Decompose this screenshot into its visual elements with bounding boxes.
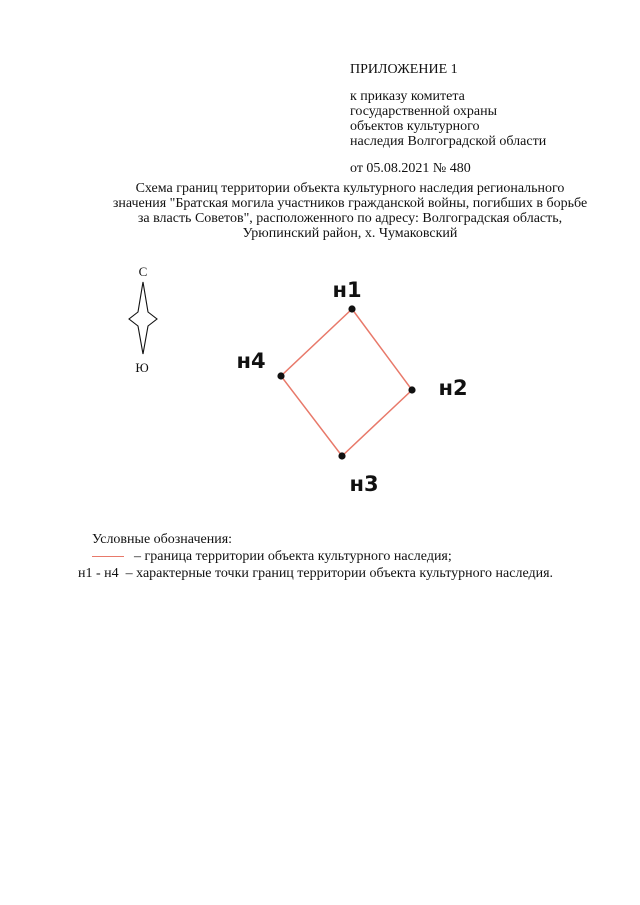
point-label-n1: н1	[332, 278, 362, 302]
legend-points-range: н1 - н4	[78, 566, 119, 581]
compass-icon	[129, 264, 157, 375]
legend-points-text: – характерные точки границ территории объекта культурного наследия.	[125, 566, 554, 581]
appendix-block	[350, 62, 546, 176]
legend-boundary-text: – граница территории объекта культурного наследия;	[134, 549, 452, 564]
order-line: государственной охраны	[350, 104, 498, 119]
order-line: объектов культурного	[350, 119, 480, 134]
point-label-n3: н3	[349, 472, 379, 496]
compass-north-label: С	[138, 264, 148, 279]
heading-line: значения "Братская могила участников гражданской войны, погибших в борьбе	[112, 196, 588, 211]
compass-needle	[129, 282, 157, 354]
order-date-number: от 05.08.2021 № 480	[350, 161, 471, 176]
point-marker-n3	[338, 452, 345, 459]
legend-boundary-row	[92, 548, 553, 565]
heading-line: за власть Советов", расположенного по адресу: Волгоградская область,	[137, 211, 563, 226]
boundary-line	[281, 309, 412, 456]
legend-title: Условные обозначения:	[92, 532, 233, 547]
point-label-n4: н4	[236, 349, 266, 373]
legend	[78, 531, 554, 582]
point-marker-n2	[408, 386, 415, 393]
appendix-title: ПРИЛОЖЕНИЕ 1	[350, 62, 458, 77]
legend-points-row	[78, 565, 553, 582]
point-marker-n4	[277, 372, 284, 379]
boundary-scheme	[0, 255, 640, 505]
heading-line: Урюпинский район, х. Чумаковский	[242, 226, 458, 241]
point-marker-n1	[348, 305, 355, 312]
point-label-n2: н2	[438, 376, 468, 400]
order-line: к приказу комитета	[350, 89, 465, 104]
legend-boundary-swatch	[92, 556, 124, 557]
scheme-heading	[90, 181, 610, 241]
heading-line: Схема границ территории объекта культурного наследия регионального	[135, 181, 565, 196]
compass-south-label: Ю	[135, 360, 149, 375]
order-line: наследия Волгоградской области	[350, 134, 547, 149]
